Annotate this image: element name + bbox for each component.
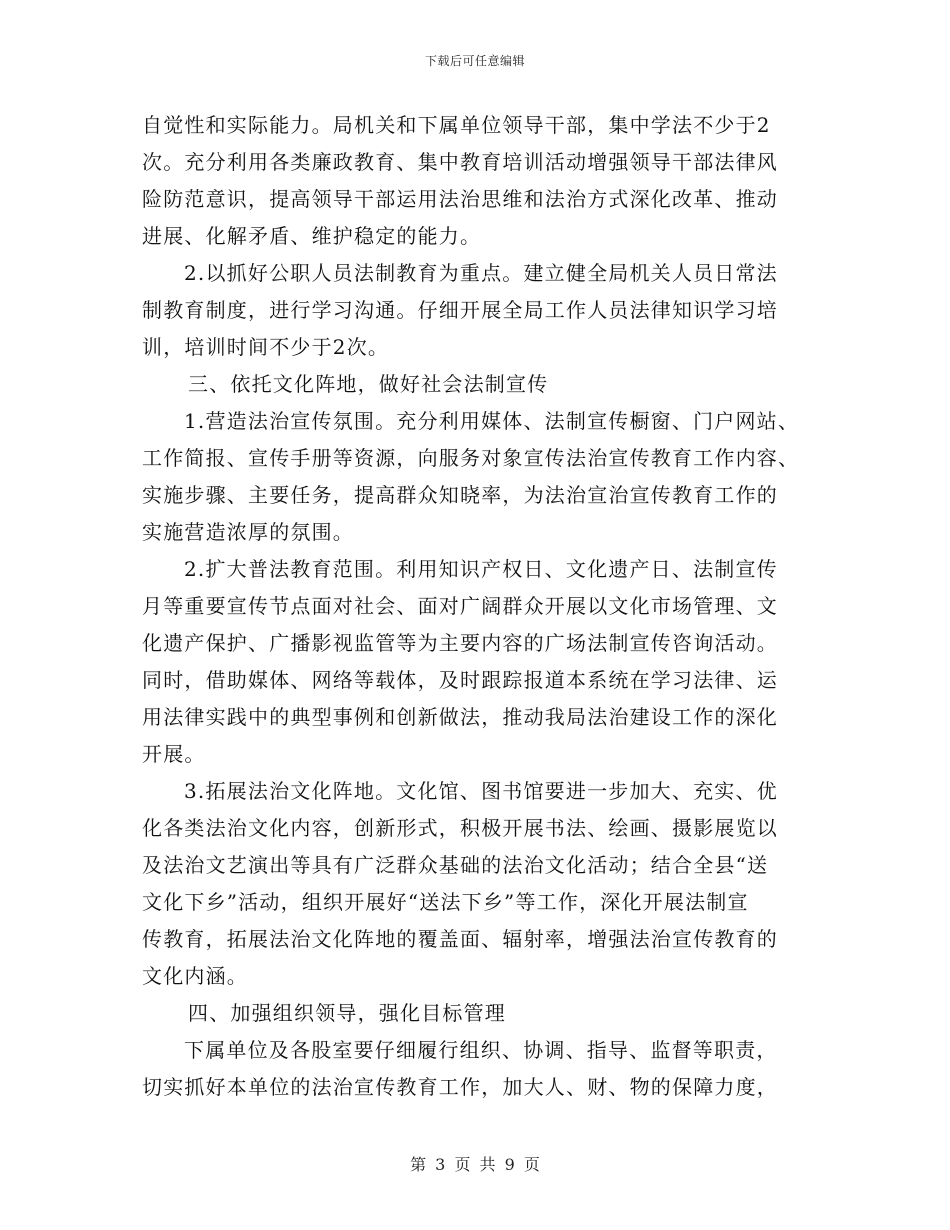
text-line: 制教育制度，进行学习沟通。仔细开展全局工作人员法律知识学习培 bbox=[142, 298, 778, 322]
text-line: 用法律实践中的典型事例和创新做法，推动我局法治建设工作的深化 bbox=[142, 705, 778, 729]
text-line: 化各类法治文化内容，创新形式，积极开展书法、绘画、摄影展览以 bbox=[142, 816, 778, 840]
text-line: 实施营造浓厚的氛围。 bbox=[142, 520, 354, 544]
text-line: 传教育，拓展法治文化阵地的覆盖面、辐射率，增强法治宣传教育的 bbox=[142, 927, 778, 951]
text-line: 文化内涵。 bbox=[142, 964, 248, 988]
document-body bbox=[142, 107, 818, 1106]
section-heading: 三、依托文化阵地，做好社会法制宣传 bbox=[188, 372, 549, 396]
paragraph-start-line: 2.以抓好公职人员法制教育为重点。建立健全局机关人员日常法 bbox=[184, 261, 778, 285]
text-line: 及法治文艺演出等具有广泛群众基础的法治文化活动；结合全县“送 bbox=[142, 853, 769, 877]
text-line: 月等重要宣传节点面对社会、面对广阔群众开展以文化市场管理、文 bbox=[142, 594, 778, 618]
section-heading: 四、加强组织领导，强化目标管理 bbox=[188, 1001, 506, 1025]
text-line: 文化下乡”活动，组织开展好“送法下乡”等工作，深化开展法制宣 bbox=[142, 890, 749, 914]
text-line: 工作简报、宣传手册等资源，向服务对象宣传法治宣传教育工作内容、 bbox=[142, 446, 800, 470]
text-line: 自觉性和实际能力。局机关和下属单位领导干部，集中学法不少于2 bbox=[142, 113, 771, 137]
page-header: 下载后可任意编辑 bbox=[424, 54, 525, 68]
paragraph-start-line: 2.扩大普法教育范围。利用知识产权日、文化遗产日、法制宣传 bbox=[184, 557, 778, 581]
page-footer: 第 3 页 共 9 页 bbox=[410, 1155, 540, 1174]
paragraph-start-line: 1.营造法治宣传氛围。充分利用媒体、法制宣传橱窗、门户网站、 bbox=[184, 409, 800, 433]
text-line: 实施步骤、主要任务，提高群众知晓率，为法治宣治宣传教育工作的 bbox=[142, 483, 778, 507]
text-line: 化遗产保护、广播影视监管等为主要内容的广场法制宣传咨询活动。 bbox=[142, 631, 778, 655]
text-line: 进展、化解矛盾、维护稳定的能力。 bbox=[142, 224, 482, 248]
text-line: 同时，借助媒体、网络等载体，及时跟踪报道本系统在学习法律、运 bbox=[142, 668, 778, 692]
text-line: 险防范意识，提高领导干部运用法治思维和法治方式深化改革、推动 bbox=[142, 187, 778, 211]
paragraph-start-line: 3.拓展法治文化阵地。文化馆、图书馆要进一步加大、充实、优 bbox=[184, 779, 778, 803]
text-line: 训，培训时间不少于2次。 bbox=[142, 335, 390, 359]
paragraph-start-line: 下属单位及各股室要仔细履行组织、协调、指导、监督等职责， bbox=[184, 1038, 778, 1062]
text-line: 开展。 bbox=[142, 742, 206, 766]
text-line: 切实抓好本单位的法治宣传教育工作，加大人、财、物的保障力度， bbox=[142, 1075, 778, 1099]
text-line: 次。充分利用各类廉政教育、集中教育培训活动增强领导干部法律风 bbox=[142, 150, 778, 174]
